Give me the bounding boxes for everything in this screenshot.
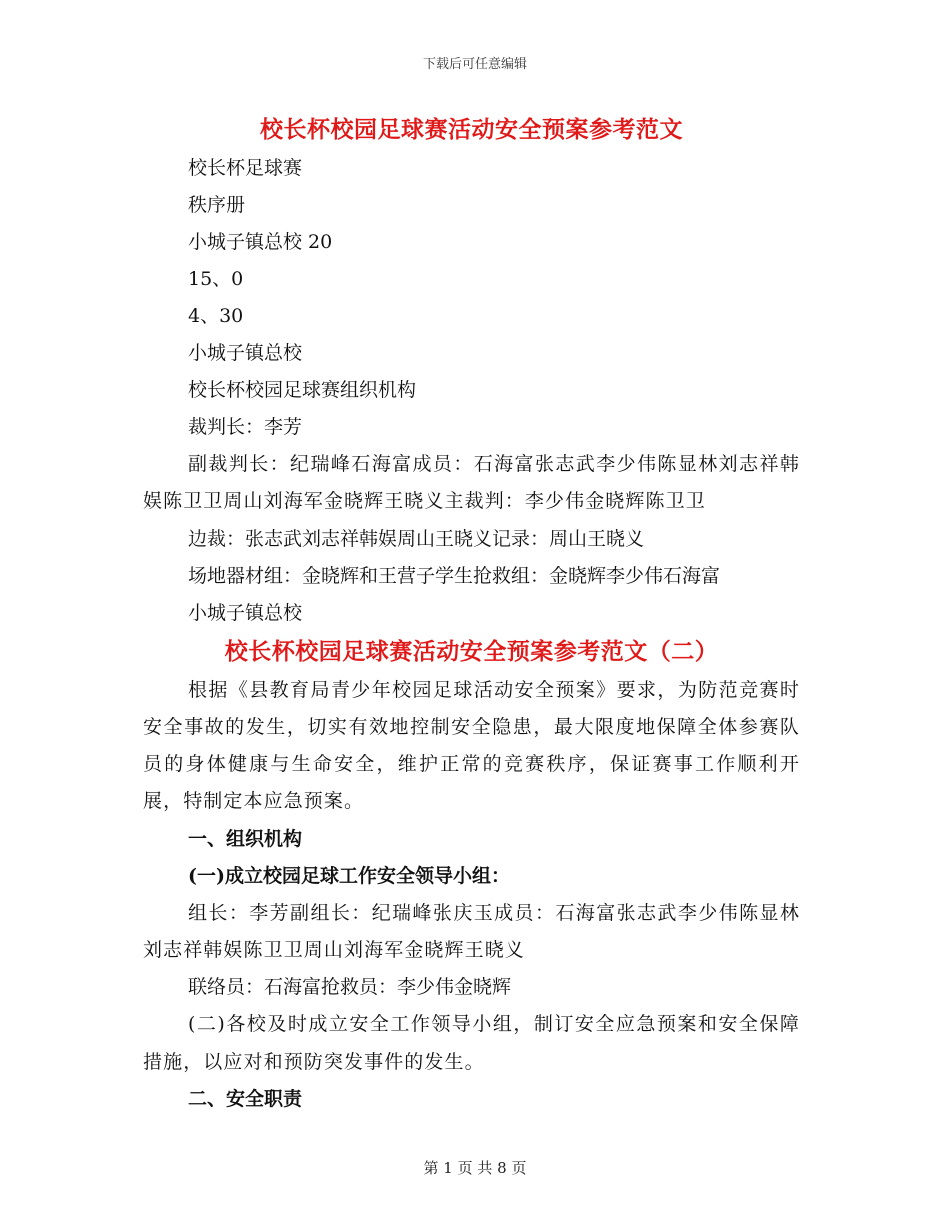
page-header-note: 下载后可任意编辑 bbox=[422, 57, 527, 72]
text-line-7: 校长杯校园足球赛组织机构 bbox=[188, 379, 417, 401]
heading-organization: 一、组织机构 bbox=[188, 827, 303, 850]
text-line-2: 秩序册 bbox=[188, 194, 246, 216]
document-title: 校长杯校园足球赛活动安全预案参考范文 bbox=[260, 116, 683, 143]
subheading-leadership-group: (一)成立校园足球工作安全领导小组： bbox=[188, 864, 510, 887]
text-line-4: 15、0 bbox=[188, 268, 244, 290]
officials-paragraph: 副裁判长：纪瑞峰石海富成员：石海富张志武李少伟陈显林刘志祥韩娱陈卫卫周山刘海军金晓辉王晓义主裁判：李少伟金晓辉陈卫卫 bbox=[143, 453, 800, 513]
document-body bbox=[143, 110, 800, 1118]
measures-paragraph: (二)各校及时成立安全工作领导小组，制订安全应急预案和安全保障措施，以应对和预防突发事件的发生。 bbox=[143, 1013, 800, 1073]
heading-safety-duties: 二、安全职责 bbox=[188, 1087, 303, 1110]
page-footer-number: 第 1 页 共 8 页 bbox=[423, 1159, 527, 1177]
text-line-3: 小城子镇总校 20 bbox=[188, 231, 333, 253]
intro-paragraph: 根据《县教育局青少年校园足球活动安全预案》要求，为防范竞赛时安全事故的发生，切实有效地控制安全隐患，最大限度地保障全体参赛队员的身体健康与生命安全，维护正常的竞赛秩序，保证赛事工作顺利开展，特制定本应急预案。 bbox=[143, 678, 800, 813]
linesmen-line: 边裁：张志武刘志祥韩娱周山王晓义记录：周山王晓义 bbox=[188, 527, 645, 550]
text-line-5: 4、30 bbox=[188, 305, 244, 327]
school-line: 小城子镇总校 bbox=[188, 601, 303, 624]
text-line-1: 校长杯足球赛 bbox=[188, 157, 303, 179]
contact-line: 联络员：石海富抢救员：李少伟金晓辉 bbox=[188, 976, 512, 999]
equipment-line: 场地器材组：金晓辉和王营子学生抢救组：金晓辉李少伟石海富 bbox=[188, 564, 721, 587]
text-line-8: 裁判长：李芳 bbox=[188, 416, 303, 438]
text-line-6: 小城子镇总校 bbox=[188, 342, 303, 364]
group-members-paragraph: 组长：李芳副组长：纪瑞峰张庆玉成员：石海富张志武李少伟陈显林刘志祥韩娱陈卫卫周山刘海军金晓辉王晓义 bbox=[143, 901, 800, 962]
section-title-2: 校长杯校园足球赛活动安全预案参考范文（二） bbox=[224, 637, 719, 665]
